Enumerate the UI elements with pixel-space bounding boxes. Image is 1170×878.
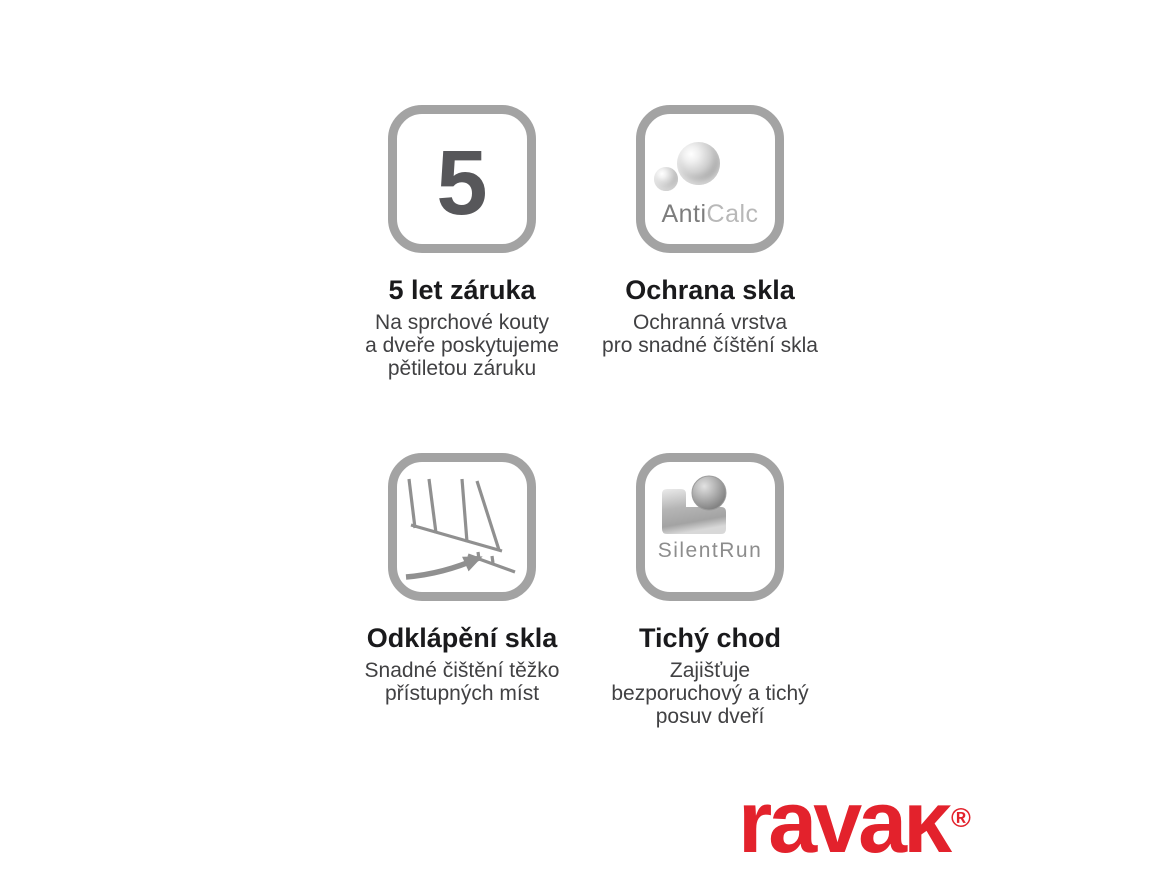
number-5: 5 [436, 132, 488, 234]
water-drop-small-icon [654, 167, 678, 191]
feature-description [332, 311, 592, 380]
tilt-arrow-icon [406, 558, 479, 577]
silentrun-wordmark: SilentRun [657, 539, 763, 562]
glass-tilt-diagram-icon [397, 462, 527, 592]
anticalc-badge-icon [636, 105, 784, 253]
feature-title: Tichý chod [638, 623, 782, 653]
glass-tilt-badge-icon [388, 453, 536, 601]
feature-description-line: pro snadné číštění skla [602, 334, 818, 357]
anticalc-word-anti: Anti [661, 200, 707, 228]
feature-description-line: přístupných míst [384, 682, 540, 705]
ravak-wordmark: ravaĸ [738, 772, 949, 871]
feature-title: Ochrana skla [625, 275, 795, 305]
feature-card-glass-tilting [332, 453, 592, 705]
feature-description-line: posuv dveří [655, 705, 765, 728]
water-drop-large-icon [677, 142, 720, 185]
feature-description-line: Na sprchové kouty [375, 311, 549, 334]
ravak-logo [738, 772, 971, 871]
feature-description-line: Ochranná vrstva [632, 311, 788, 334]
feature-description [332, 659, 592, 705]
silentrun-graphic-icon [645, 462, 775, 592]
glass-panel-lines-icon [409, 479, 515, 572]
five-year-badge-icon [388, 105, 536, 253]
feature-description-line: Snadné čištění těžko [364, 659, 560, 682]
feature-title: 5 let záruka [388, 275, 536, 305]
roller-wheel-icon [692, 476, 726, 510]
anticalc-wordmark [645, 202, 775, 227]
feature-description-line: pětiletou záruku [387, 357, 537, 380]
feature-description-line: a dveře poskytujeme [365, 334, 559, 357]
silentrun-badge-icon [636, 453, 784, 601]
feature-title: Odklápění skla [366, 623, 558, 653]
feature-description-line: bezporuchový a tichý [611, 682, 809, 705]
feature-card-glass-protection [580, 105, 840, 357]
feature-card-warranty [332, 105, 592, 380]
feature-description [580, 659, 840, 728]
feature-card-silent-run [580, 453, 840, 728]
registered-trademark-symbol: ® [951, 803, 971, 833]
feature-description-line: Zajišťuje [669, 659, 751, 682]
feature-description [580, 311, 840, 357]
anticalc-word-calc: Calc [706, 200, 759, 228]
